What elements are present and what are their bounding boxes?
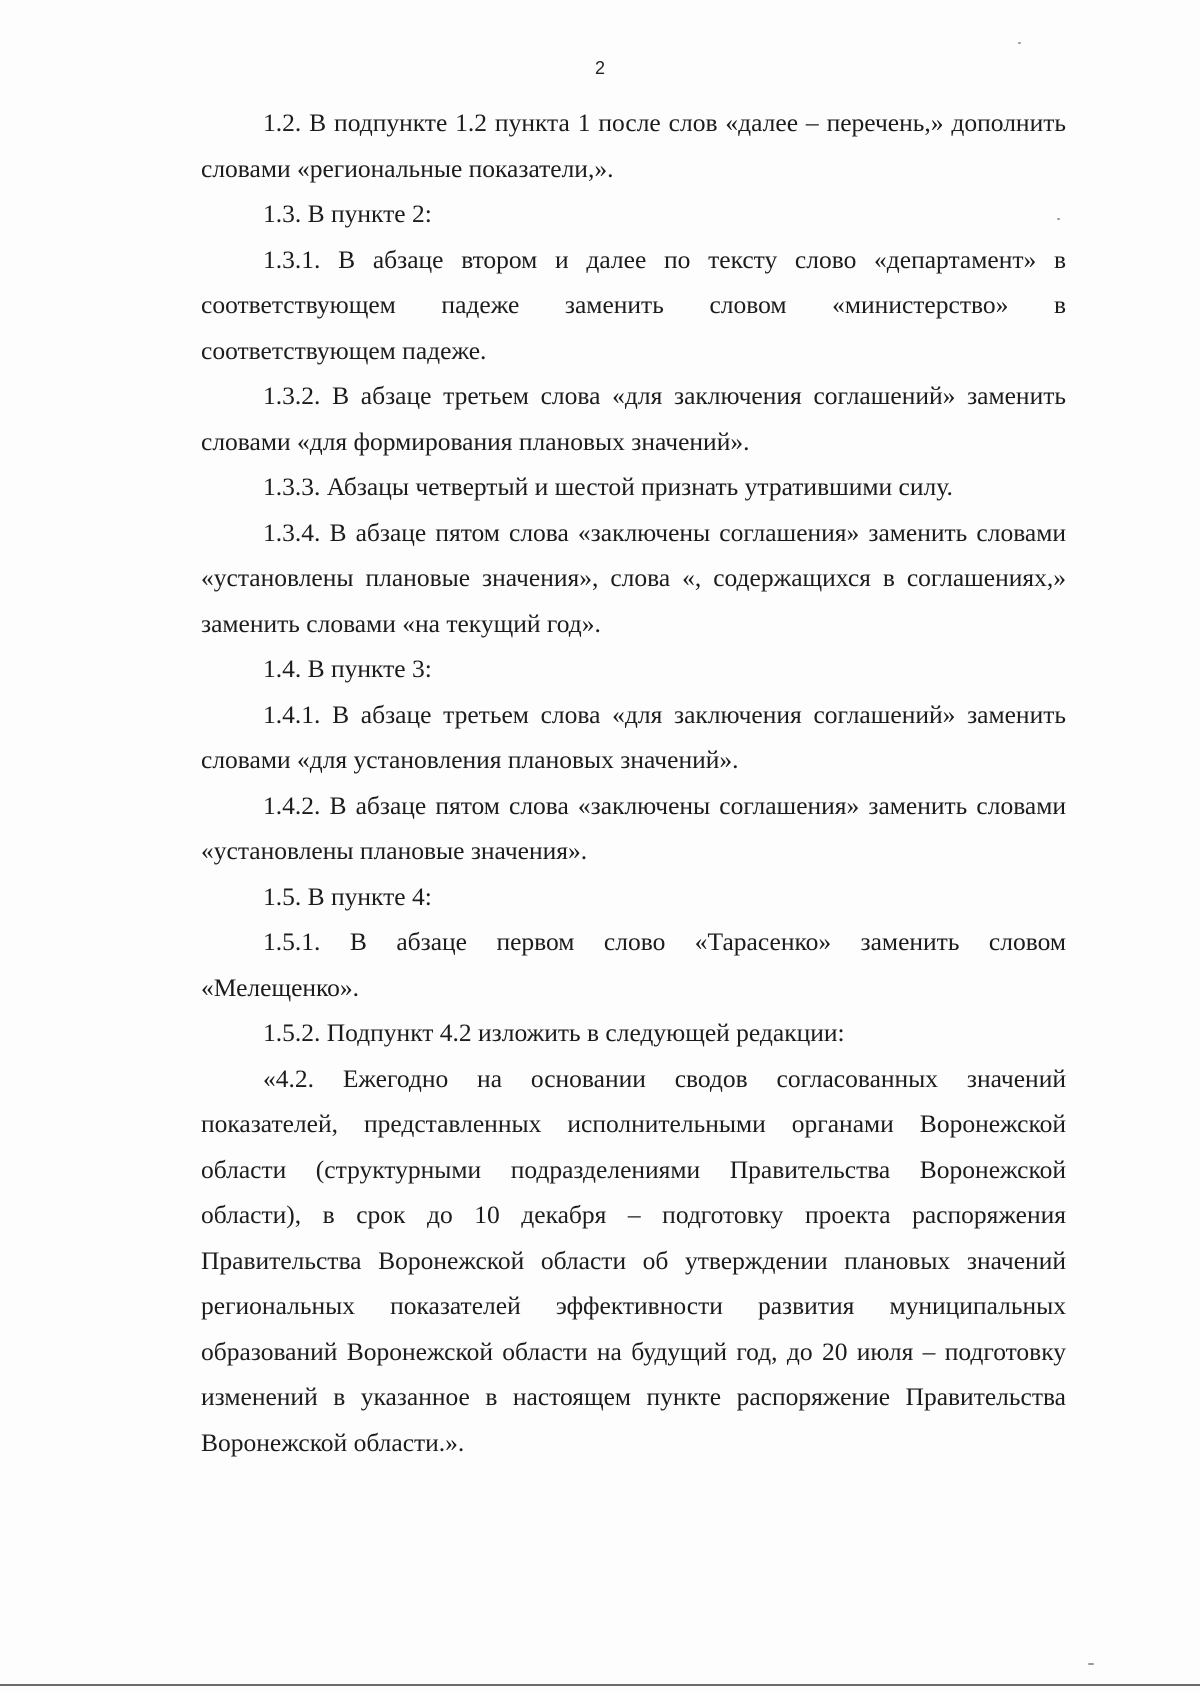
paragraph-1-5: 1.5. В пункте 4:: [263, 881, 432, 911]
paragraph-1-5-2: 1.5.2. Подпункт 4.2 изложить в следующей редакции:: [263, 1018, 845, 1047]
paragraph-1-3-4: 1.3.4. В абзаце пятом слова «заключены соглашения» заменить словами «установлены плановые значения», слова «, содержащихся в соглашениях,» заменить словами «на текущий год».: [201, 517, 1066, 638]
paragraph-4-2-quoted: «4.2. Ежегодно на основании сводов согласованных значений показателей, представленных исполнительными органами Воронежской области (структурными подразделениями Правительства Воронежской области), в срок до 10 декабря – подготовку проекта распоряжения Правительства Воронежской области об утверждении плановых значений региональных показателей эффективности развития муниципальных образований Воронежской области на будущий год, до 20 июля – подготовку изменений в указанное в настоящем пункте распоряжение Правительства Воронежской области.».: [201, 1063, 1066, 1457]
paragraph-1-3-2: 1.3.2. В абзаце третьем слова «для заключения соглашений» заменить словами «для формирования плановых значений».: [201, 381, 1066, 456]
paragraph-1-4-2: 1.4.2. В абзаце пятом слова «заключены соглашения» заменить словами «установлены плановые значения».: [201, 790, 1066, 865]
paragraph-1-4: 1.4. В пункте 3:: [263, 654, 432, 683]
scan-speck: [1057, 218, 1060, 220]
paragraph-1-5-1: 1.5.1. В абзаце первом слово «Тарасенко» заменить словом «Мелещенко».: [201, 927, 1066, 1002]
scan-speck: [1088, 1663, 1094, 1665]
scan-bottom-edge: [0, 1684, 1200, 1686]
paragraph-1-3-3: 1.3.3. Абзацы четвертый и шестой признать утратившими силу.: [263, 472, 953, 501]
document-body: [201, 100, 1066, 1465]
scan-speck: [1018, 42, 1021, 44]
paragraph-1-3: 1.3. В пункте 2:: [263, 199, 432, 228]
page-number: 2: [594, 58, 605, 78]
paragraph-1-4-1: 1.4.1. В абзаце третьем слова «для заключения соглашений» заменить словами «для установления плановых значений».: [201, 699, 1066, 774]
paragraph-1-3-1: 1.3.1. В абзаце втором и далее по тексту слово «департамент» в соответствующем падеже заменить словом «министерство» в соответствующем падеже.: [201, 244, 1066, 365]
quoted-subclause: [201, 1056, 1066, 1466]
paragraph-1-2: 1.2. В подпункте 1.2 пункта 1 после слов «далее – перечень,» дополнить словами «региональные показатели,».: [201, 108, 1066, 183]
